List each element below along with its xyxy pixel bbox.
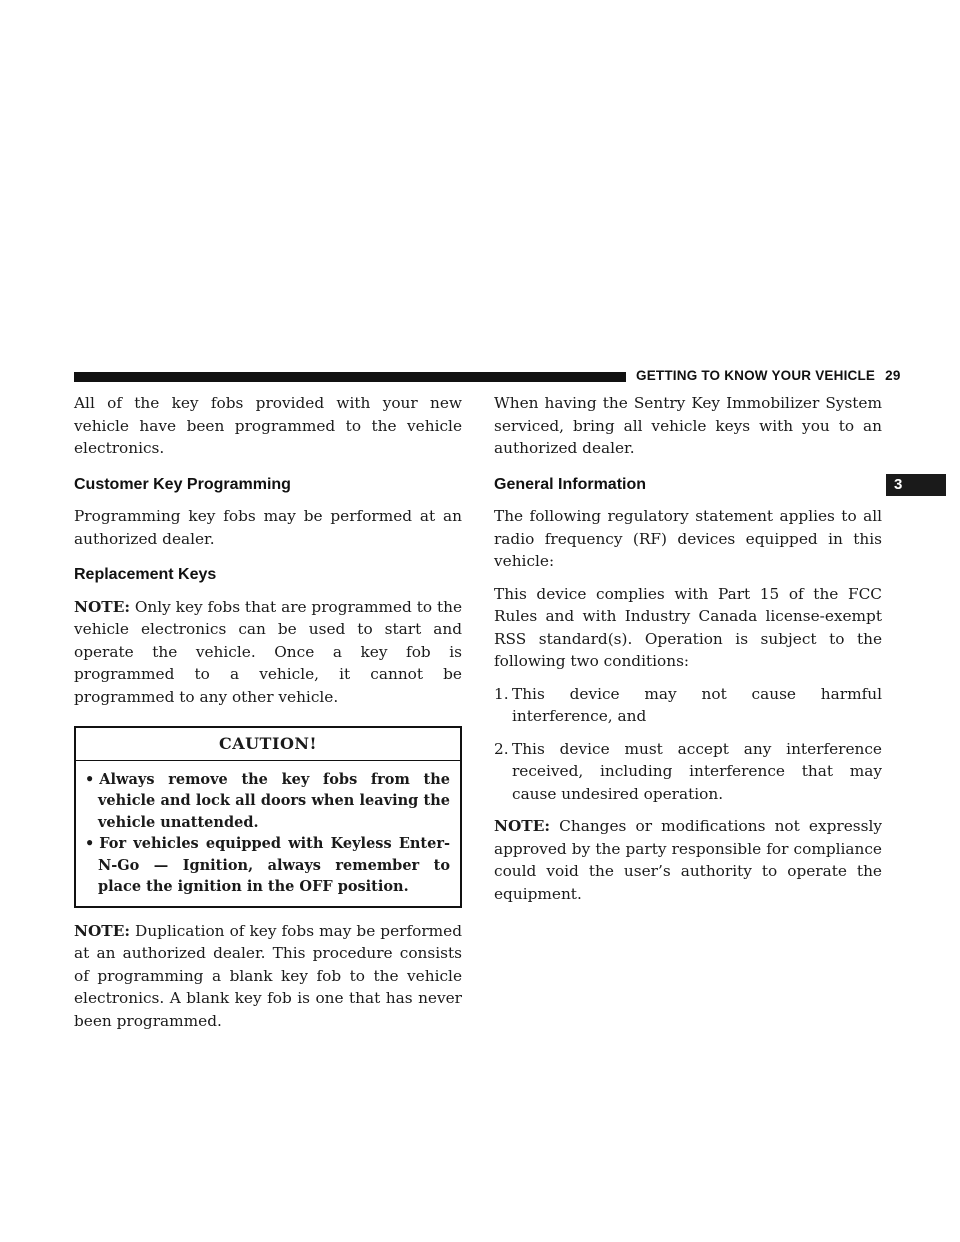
fcc-paragraph: This device complies with Part 15 of the FCC Rules and with Industry Canada license-exempt RSS standard(s). Operation is subject to the following two conditions: [494, 584, 882, 670]
list-text: This device may not cause harmful interference, and [512, 684, 882, 725]
note-label: NOTE: [74, 597, 130, 616]
note-paragraph [74, 920, 462, 1033]
caution-title: CAUTION! [76, 728, 460, 761]
heading-customer-key-programming: Customer Key Programming [74, 475, 291, 493]
caution-item: • Always remove the key fobs from the vehicle and lock all doors when leaving the vehicle unattended. [82, 769, 450, 834]
sentry-paragraph: When having the Sentry Key Immobilizer System serviced, bring all vehicle keys with you to an authorized dealer. [494, 394, 882, 457]
list-number: 2. [494, 739, 509, 758]
chapter-tab: 3 [886, 474, 946, 496]
note-text: Changes or modifications not expressly approved by the party responsible for compliance could void the user’s authority to operate the equipment. [494, 817, 882, 903]
note-label: NOTE: [74, 921, 130, 940]
section-title: GETTING TO KNOW YOUR VEHICLE [636, 368, 876, 383]
conditions-list [494, 683, 882, 806]
running-header [636, 368, 901, 383]
note-paragraph [494, 815, 882, 905]
right-column [494, 392, 882, 915]
heading-general-information: General Information [494, 475, 647, 493]
page-number: 29 [885, 368, 901, 383]
caution-list [76, 761, 460, 906]
customer-paragraph: Programming key fobs may be performed at an authorized dealer. [74, 507, 462, 548]
list-number: 1. [494, 684, 509, 703]
list-item [494, 738, 882, 806]
note-label: NOTE: [494, 817, 550, 835]
note-text: Duplication of key fobs may be performed at an authorized dealer. This procedure consists of programming a blank key fob to the vehicle electronics. A blank key fob is one that has never been programmed. [74, 921, 462, 1030]
caution-box [74, 726, 462, 908]
note-text: Only key fobs that are programmed to the vehicle electronics can be used to start and operate the vehicle. Once a key fob is programmed to a vehicle, it cannot be programmed to any other vehicle. [74, 597, 462, 706]
heading-replacement-keys: Replacement Keys [74, 566, 217, 583]
note-paragraph [74, 596, 462, 709]
list-text: This device must accept any interference received, including interference that may cause undesired operation. [512, 739, 882, 803]
caution-item: • For vehicles equipped with Keyless Enter-N-Go — Ignition, always remember to place the ignition in the OFF position. [82, 833, 450, 898]
list-item [494, 683, 882, 728]
intro-paragraph: All of the key fobs provided with your new vehicle have been programmed to the vehicle electronics. [74, 394, 462, 457]
left-column [74, 392, 462, 1042]
general-paragraph: The following regulatory statement applies to all radio frequency (RF) devices equipped in this vehicle: [494, 507, 882, 570]
header-rule [74, 372, 626, 382]
